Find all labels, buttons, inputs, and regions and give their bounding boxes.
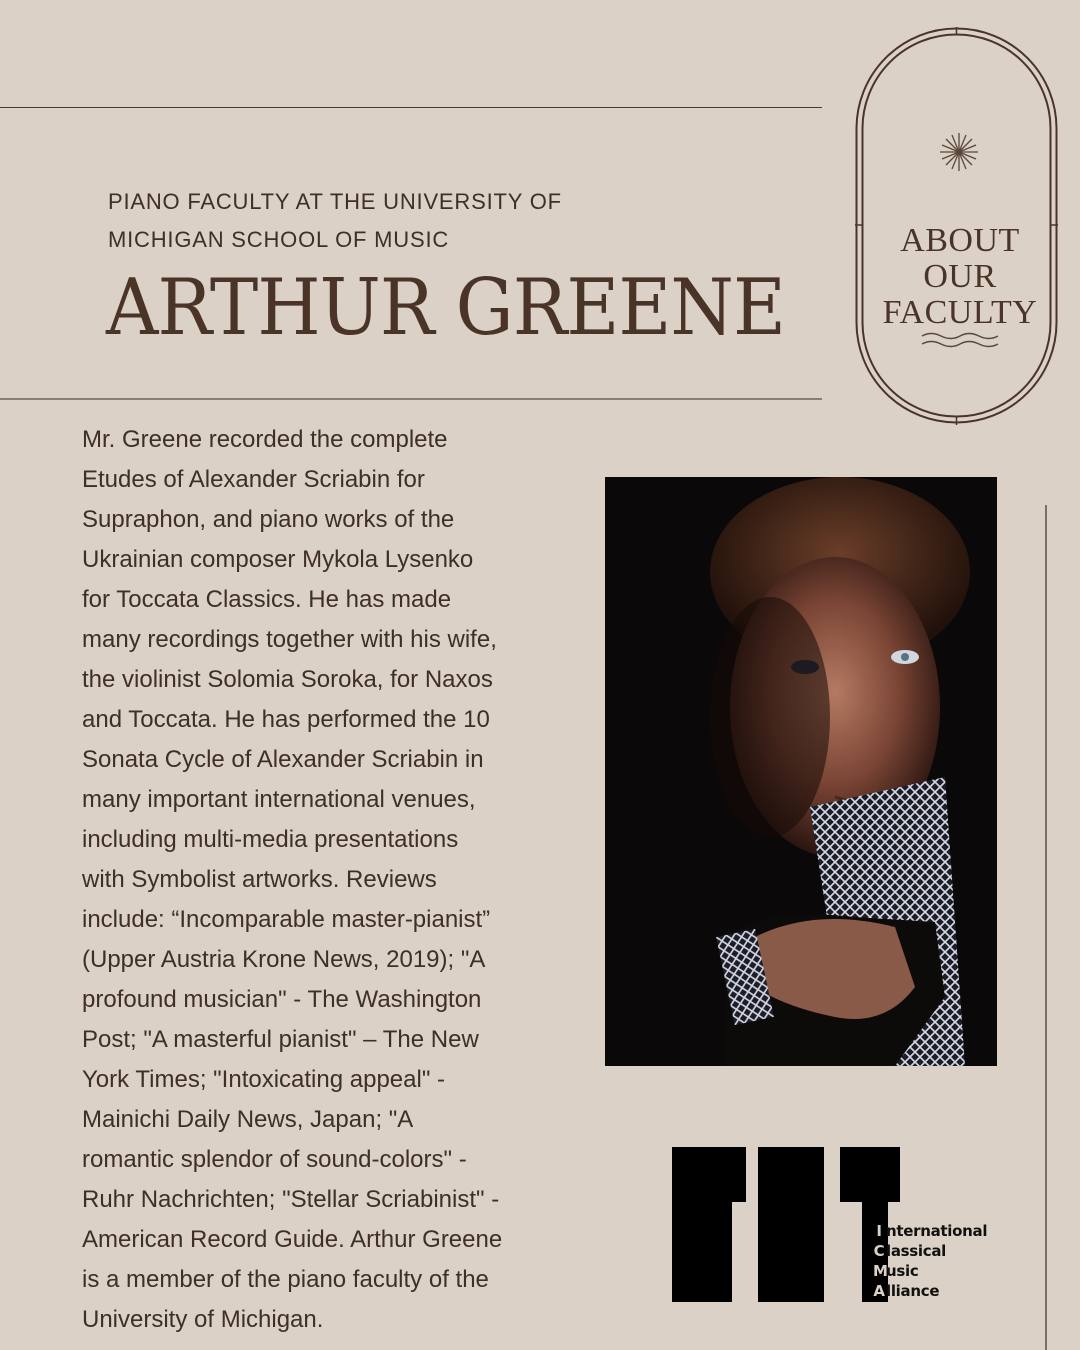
bio-line: is a member of the piano faculty of the xyxy=(82,1266,489,1293)
bio-line: profound musician" - The Washington xyxy=(82,986,482,1013)
faculty-subtitle xyxy=(108,183,628,259)
faculty-name-heading: ARTHUR GREENE xyxy=(106,263,786,353)
logo-word-classical: lassical xyxy=(886,1242,947,1260)
bio-line: and Toccata. He has performed the 10 xyxy=(82,706,490,733)
bio-line: many important international venues, xyxy=(82,786,476,813)
bio-line: including multi-media presentations xyxy=(82,826,459,853)
bio-line: Etudes of Alexander Scriabin for xyxy=(82,466,425,493)
bio-line: (Upper Austria Krone News, 2019); "A xyxy=(82,946,486,973)
logo-word-music: usic xyxy=(886,1262,919,1280)
about-our-faculty-badge xyxy=(855,27,1058,423)
bio-line: Mr. Greene recorded the complete xyxy=(82,426,448,453)
portrait-photo xyxy=(605,477,997,1066)
logo-block-c xyxy=(758,1147,824,1302)
logo-word-alliance: lliance xyxy=(886,1282,940,1300)
bio-line: Ukrainian composer Mykola Lysenko xyxy=(82,546,474,573)
bio-line: romantic splendor of sound-colors" - xyxy=(82,1146,467,1173)
bio-line: many recordings together with his wife, xyxy=(82,626,497,653)
bio-line: Ruhr Nachrichten; "Stellar Scriabinist" - xyxy=(82,1186,500,1213)
badge-line-faculty: FACULTY xyxy=(882,294,1038,331)
subtitle-line-1: PIANO FACULTY AT THE UNIVERSITY OF xyxy=(108,189,562,214)
biography-text xyxy=(82,420,572,1340)
portrait-image xyxy=(605,477,997,1066)
bio-line: American Record Guide. Arthur Greene xyxy=(82,1226,503,1253)
logo-block-i-notch xyxy=(732,1147,746,1202)
logo-block-m xyxy=(840,1147,900,1202)
badge-line-our: OUR xyxy=(923,258,997,295)
bio-line: the violinist Solomia Soroka, for Naxos xyxy=(82,666,493,693)
logo-wordmark: I nternational C lassical Music Alliance xyxy=(873,1222,988,1300)
logo-block-i xyxy=(672,1147,732,1302)
bio-line: Mainichi Daily News, Japan; "A xyxy=(82,1106,414,1133)
middle-divider xyxy=(0,398,822,400)
bio-line: with Symbolist artworks. Reviews xyxy=(82,866,437,893)
sunburst-icon xyxy=(940,133,978,171)
badge-line-about: ABOUT xyxy=(900,222,1020,259)
bio-line: York Times; "Intoxicating appeal" - xyxy=(82,1066,445,1093)
bio-line: for Toccata Classics. He has made xyxy=(82,586,452,613)
bio-line: Supraphon, and piano works of the xyxy=(82,506,455,533)
right-vertical-divider xyxy=(1045,505,1047,1350)
top-divider xyxy=(0,107,822,108)
bio-line: University of Michigan. xyxy=(82,1306,324,1333)
badge-label xyxy=(855,223,1065,331)
bio-line: Post; "A masterful pianist" – The New xyxy=(82,1026,479,1053)
bio-line: Sonata Cycle of Alexander Scriabin in xyxy=(82,746,484,773)
waves-icon xyxy=(922,334,998,347)
subtitle-line-2: MICHIGAN SCHOOL OF MUSIC xyxy=(108,227,450,252)
logo-word-international: nternational xyxy=(886,1222,988,1240)
icma-logo xyxy=(672,1147,992,1302)
bio-line: include: “Incomparable master-pianist” xyxy=(82,906,491,933)
